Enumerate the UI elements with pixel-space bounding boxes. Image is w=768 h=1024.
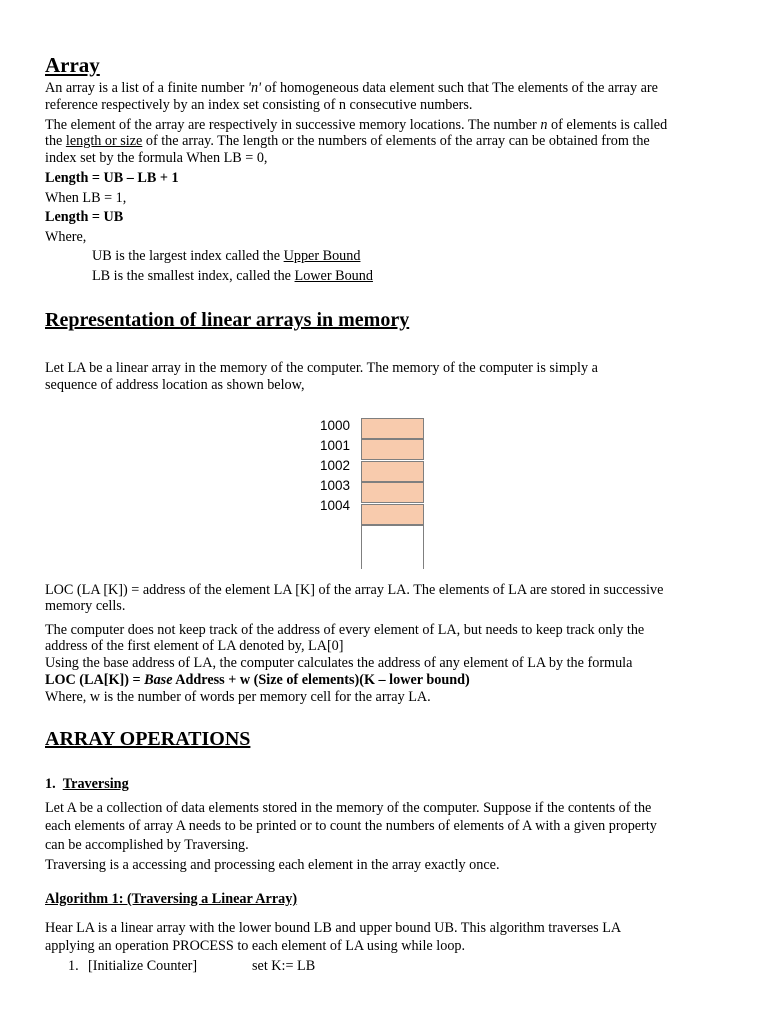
memory-address-label: 1000 [320, 418, 351, 433]
upper-bound-definition: UB is the largest index called the Upper Bound [92, 248, 361, 264]
array-para2-line3: index set by the formula When LB = 0, [45, 150, 268, 166]
traversing-line4: Traversing is a accessing and processing each element in the array exactly once. [45, 857, 500, 873]
memory-cell [361, 482, 424, 503]
memory-cell [361, 439, 424, 460]
traversing-line2: each elements of array A needs to be printed or to count the numbers of elements of A with a given property [45, 818, 657, 834]
lower-bound-definition: LB is the smallest index, called the Lower Bound [92, 268, 373, 284]
traversing-line3: can be accomplished by Traversing. [45, 837, 249, 853]
base-address-line: Using the base address of LA, the computer calculates the address of any element of LA by the formula [45, 655, 633, 671]
representation-intro-line2: sequence of address location as shown below, [45, 377, 305, 393]
array-para2-line1: The element of the array are respectively in successive memory locations. The number n of elements is called [45, 117, 668, 133]
array-para1-line2: reference respectively by an index set consisting of n consecutive numbers. [45, 97, 473, 113]
array-para2-line2: the length or size of the array. The length or the numbers of elements of the array can be obtained from the [45, 133, 650, 149]
loc-definition-line1: LOC (LA [K]) = address of the element LA [K] of the array LA. The elements of LA are stored in successive [45, 582, 664, 598]
algorithm-step-action: set K:= LB [252, 958, 316, 974]
array-para1-line1: An array is a list of a finite number 'n' of homogeneous data element such that The elements of the array are [45, 80, 658, 96]
when-lb-1: When LB = 1, [45, 190, 127, 206]
memory-cell [361, 504, 424, 525]
array-heading: Array [45, 53, 100, 77]
track-line1: The computer does not keep track of the address of every element of LA, but needs to keep track only the [45, 622, 645, 638]
operation-item-traversing: 1. Traversing [45, 776, 129, 792]
memory-address-label: 1002 [320, 458, 351, 473]
memory-address-label: 1001 [320, 438, 351, 453]
memory-address-label: 1004 [320, 498, 351, 513]
memory-cell [361, 418, 424, 439]
track-line2: address of the first element of LA denoted by, LA[0] [45, 638, 344, 654]
memory-cell-empty [361, 525, 424, 569]
length-or-size-term: length or size [65, 133, 143, 149]
memory-cell [361, 461, 424, 482]
representation-intro-line1: Let LA be a linear array in the memory of the computer. The memory of the computer is simply a [45, 360, 598, 376]
operations-heading: ARRAY OPERATIONS [45, 728, 251, 750]
algorithm-line2: applying an operation PROCESS to each element of LA using while loop. [45, 938, 466, 954]
length-formula-lb1: Length = UB [45, 209, 124, 225]
where-label: Where, [45, 229, 87, 245]
algorithm-heading: Algorithm 1: (Traversing a Linear Array) [45, 891, 298, 907]
loc-definition-line2: memory cells. [45, 598, 126, 614]
traversing-line1: Let A be a collection of data elements stored in the memory of the computer. Suppose if the contents of the [45, 800, 652, 816]
algorithm-step-label: [Initialize Counter] [88, 958, 198, 974]
loc-formula: LOC (LA[K]) = Base Address + w (Size of elements)(K – lower bound) [45, 672, 470, 688]
algorithm-line1: Hear LA is a linear array with the lower bound LB and upper bound UB. This algorithm traverses LA [45, 920, 622, 936]
memory-address-label: 1003 [320, 478, 351, 493]
length-formula-lb0: Length = UB – LB + 1 [45, 170, 179, 186]
algorithm-step-number: 1. [68, 958, 79, 974]
representation-heading: Representation of linear arrays in memory [45, 309, 410, 331]
where-w-line: Where, w is the number of words per memory cell for the array LA. [45, 689, 431, 705]
